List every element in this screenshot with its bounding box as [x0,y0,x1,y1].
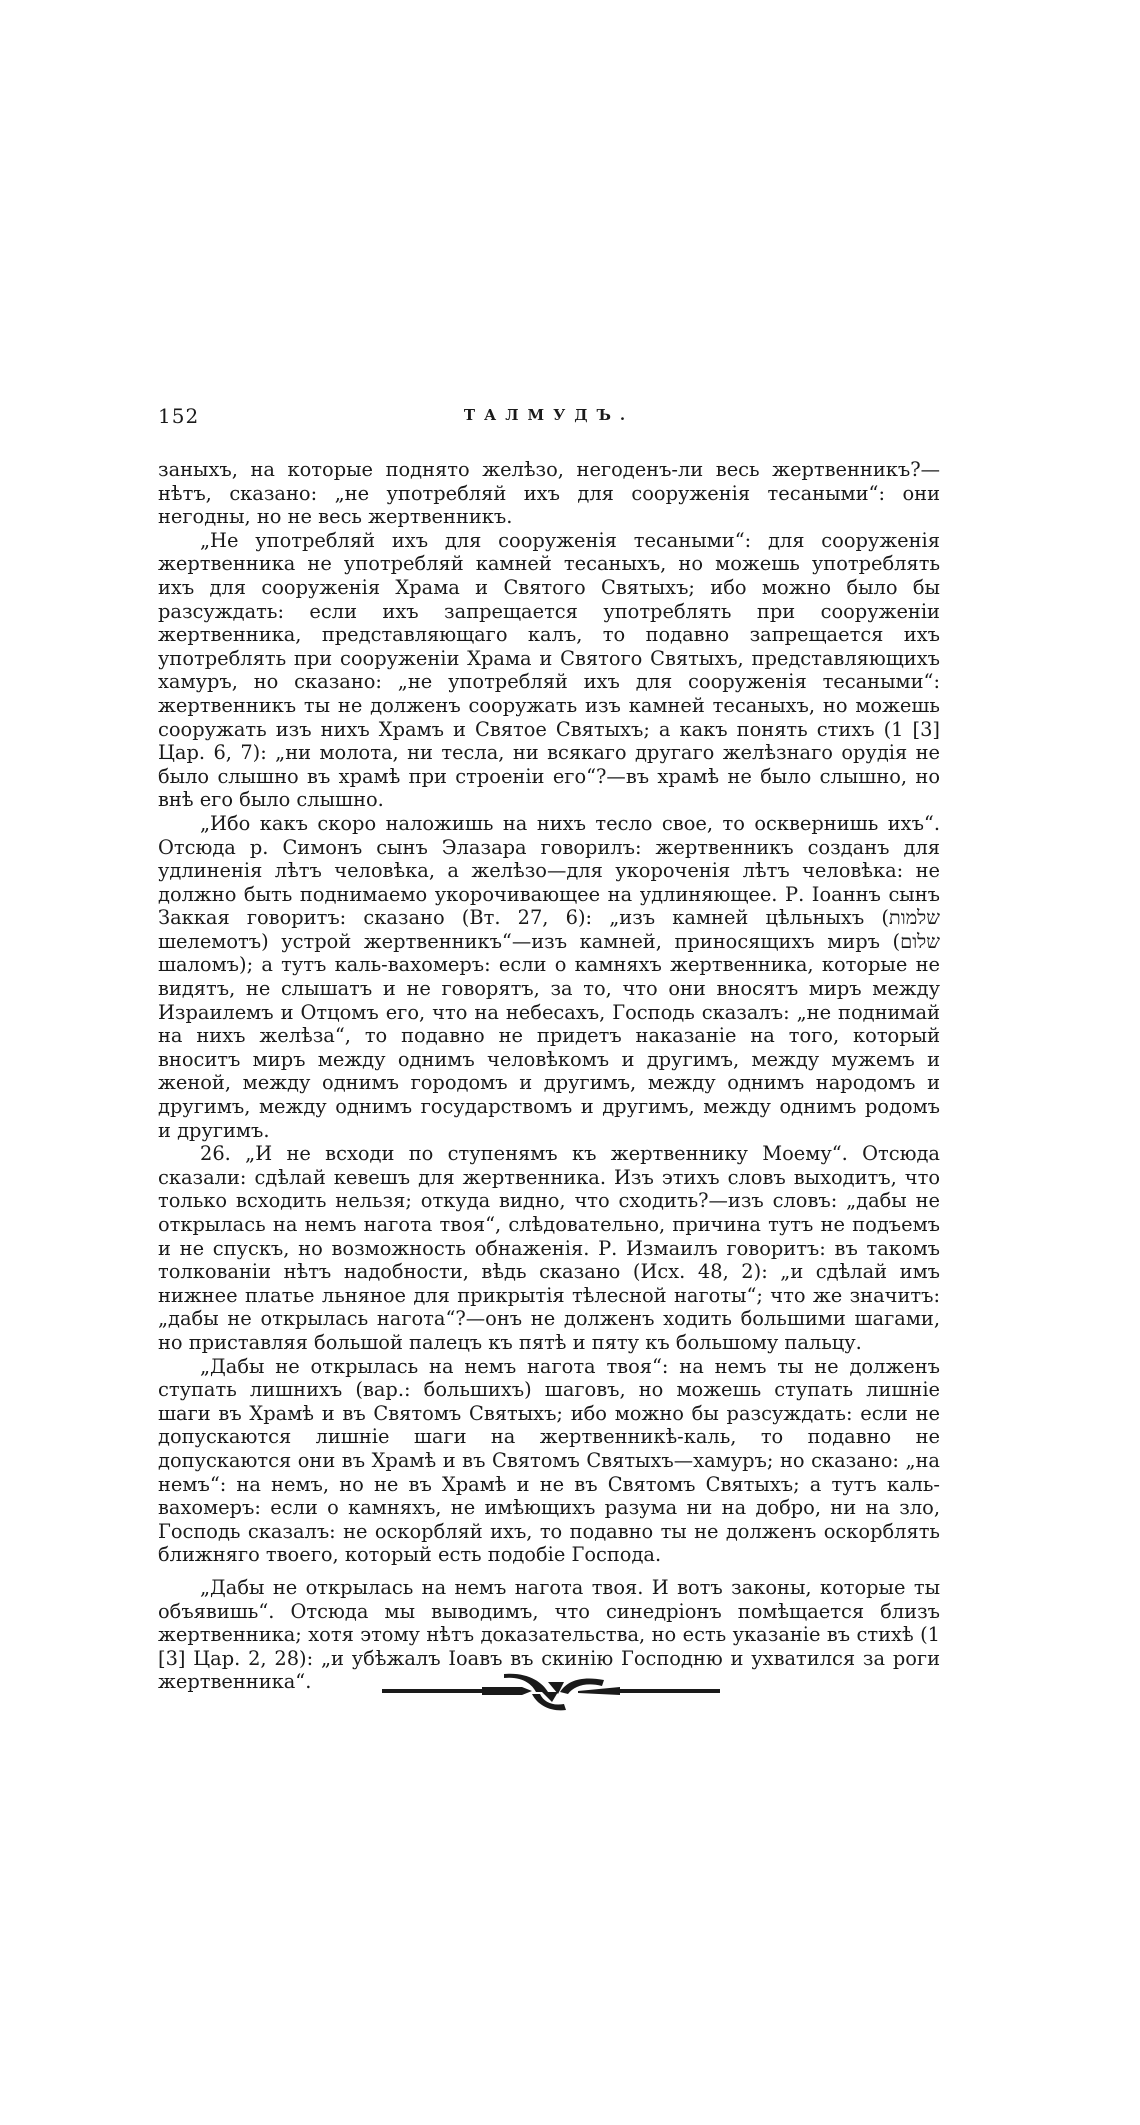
paragraph: „Дабы не открылась на немъ нагота твоя. И вотъ законы, которые ты объявишь“. Отсюда мы выводимъ, что синедріонъ помѣщается близъ жертвенника; хотя этому нѣтъ доказательства, но есть указаніе въ стихѣ (1 [3] Цар. 2, 28): „и убѣжалъ Іоавъ въ скинію Господню и ухватился за роги жертвенника“. [158,1575,940,1694]
decorative-divider-icon [382,1670,720,1714]
paragraph: „Ибо какъ скоро наложишь на нихъ тесло свое, то осквернишь ихъ“. Отсюда р. Симонъ сынъ Элазара говорилъ: жертвенникъ созданъ для удлиненія лѣтъ человѣка, а желѣзо—для укороченія лѣтъ человѣка: не должно быть поднимаемо укорочивающее на удлиняющее. Р. Іоаннъ сынъ Заккая говоритъ: сказано (Вт. 27, 6): „изъ камней цѣльныхъ (שלמות шелемотъ) устрой жертвенникъ“—изъ камней, приносящихъ миръ (שלום шаломъ); а тутъ каль-вахомеръ: если о камняхъ жертвенника, которые не видятъ, не слышатъ и не говорятъ, за то, что они вносятъ миръ между Израилемъ и Отцомъ его, что на небесахъ, Господь сказалъ: „не поднимай на нихъ желѣза“, то подавно не придетъ наказаніе на того, который вноситъ миръ между однимъ человѣкомъ и другимъ, между мужемъ и женой, между однимъ городомъ и другимъ, между однимъ народомъ и другимъ, между однимъ государствомъ и другимъ, между однимъ родомъ и другимъ. [158,811,940,1142]
page-number: 152 [158,404,200,428]
paragraph: „Дабы не открылась на немъ нагота твоя“: на немъ ты не долженъ ступать лишнихъ (вар.: большихъ) шаговъ, но можешь ступать лишніе шаги въ Храмѣ и въ Святомъ Святыхъ; ибо можно бы разсуждать: если не допускаются лишніе шаги на жертвенникѣ-каль, то подавно не допускаются они въ Храмѣ и въ Святомъ Святыхъ—хамуръ; но сказано: „на немъ“: на немъ, но не въ Храмѣ и не въ Святомъ Святыхъ; а тутъ каль-вахомеръ: если о камняхъ, не имѣющихъ разума ни на добро, ни на зло, Господь сказалъ: не оскорбляй ихъ, то подавно ты не долженъ оскорблять ближняго твоего, который есть подобіе Господа. [158,1354,940,1567]
page-header [158,404,940,434]
paragraph: заныхъ, на которые поднято желѣзо, негоденъ-ли весь жертвенникъ?—нѣтъ, сказано: „не употребляй ихъ для сооруженія тесаными“: они негодны, но не весь жертвенникъ. [158,458,940,529]
paragraph: 26. „И не всходи по ступенямъ къ жертвеннику Моему“. Отсюда сказали: сдѣлай кевешъ для жертвенника. Изъ этихъ словъ выходитъ, что только всходить нельзя; откуда видно, что сходить?—изъ словъ: „дабы не открылась на немъ нагота твоя“, слѣдовательно, причина тутъ не подъемъ и не спускъ, но возможность обнаженія. Р. Измаилъ говоритъ: въ такомъ толкованіи нѣтъ надобности, вѣдь сказано (Исх. 48, 2): „и сдѣлай имъ нижнее платье льняное для прикрытія тѣлесной наготы“; что же значитъ: „дабы не открылась нагота“?—онъ не долженъ ходить большими шагами, но приставляя большой палецъ къ пятѣ и пяту къ большому пальцу. [158,1142,940,1354]
paragraph: „Не употребляй ихъ для сооруженія тесаными“: для сооруженія жертвенника не употребляй камней тесаныхъ, но можешь употреблять ихъ для сооруженія Храма и Святого Святыхъ; ибо можно было бы разсуждать: если ихъ запрещается употреблять при сооруженіи жертвенника, представляющаго калъ, то подавно запрещается ихъ употреблять при сооруженіи Храма и Святого Святыхъ, представляющихъ хамуръ, но сказано: „не употребляй ихъ для сооруженія тесаными“: жертвенникъ ты не долженъ сооружать изъ камней тесаныхъ, но можешь сооружать изъ нихъ Храмъ и Святое Святыхъ; а какъ понять стихъ (1 [3] Цар. 6, 7): „ни молота, ни тесла, ни всякаго другаго желѣзнаго орудія не было слышно въ храмѣ при строеніи его“?—въ храмѣ не было слышно, но внѣ его было слышно. [158,528,940,812]
body-text [158,458,940,1694]
running-title: ТАЛМУДЪ. [463,406,635,424]
